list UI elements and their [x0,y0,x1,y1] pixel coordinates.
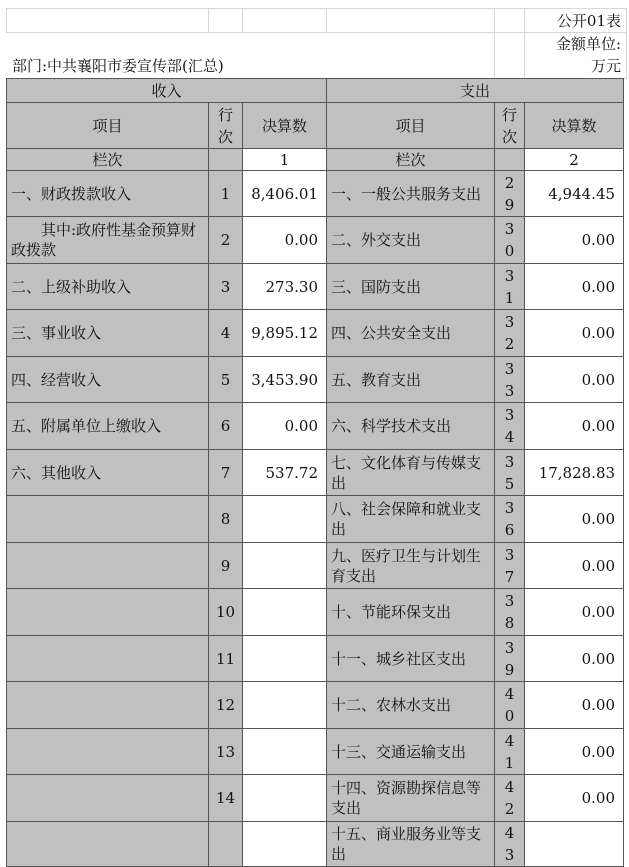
expense-amount-cell: 0.00 [525,403,624,450]
expense-amount-cell: 0.00 [525,589,624,636]
row-number-bottom-digit: 9 [504,660,515,679]
grid-cell [327,33,495,79]
row-number-top-digit: 4 [504,685,515,703]
expense-amount-cell: 0.00 [525,310,624,357]
expense-row-number-cell [495,822,525,867]
row-number-bottom-digit: 1 [504,288,515,307]
row-number-bottom-digit: 2 [504,800,515,818]
expense-row-number-cell [495,775,525,822]
row-number-bottom-digit: 3 [504,381,515,400]
expense-row-number-cell [495,450,525,496]
expense-row-no-header [495,103,525,149]
row-number-top-digit: 4 [504,778,515,796]
expense-item-cell: 十、节能环保支出 [327,589,495,636]
income-item-cell: 二、上级补助收入 [7,264,209,310]
expense-amount-cell: 4,944.45 [525,171,624,217]
expense-row-number-cell [495,403,525,450]
expense-row-number-cell [495,589,525,636]
table-body [7,171,624,867]
expense-item-cell: 三、国防支出 [327,264,495,310]
row-number-bottom-digit: 5 [504,474,515,493]
row-number-cell: 1 [209,171,243,217]
table-row [7,589,624,636]
row-number-cell: 8 [209,496,243,543]
income-amount-cell [243,729,327,775]
table-row [7,682,624,729]
row-number-cell: 4 [209,310,243,357]
row-no-header-top: 行 [217,105,233,124]
table-row [7,822,624,867]
income-amount-cell: 273.30 [243,264,327,310]
income-amount-cell: 537.72 [243,450,327,496]
grid-cell [209,149,243,171]
income-amount-cell [243,496,327,543]
expense-amount-cell: 0.00 [525,729,624,775]
expense-amount-cell: 0.00 [525,496,624,543]
table-row [7,171,624,217]
expense-item-cell: 十一、城乡社区支出 [327,636,495,682]
row-number-cell: 3 [209,264,243,310]
table-row [7,729,624,775]
row-number-top-digit: 3 [504,592,515,610]
group-header-row [7,79,624,103]
row-number-top-digit: 3 [504,313,515,331]
grid-cell [495,149,525,171]
table-row [7,217,624,264]
expense-item-cell: 六、科学技术支出 [327,403,495,450]
expense-item-header: 项目 [327,103,495,149]
department-label: 部门:中共襄阳市委宣传部(汇总) [12,57,224,75]
expense-item-cell: 五、教育支出 [327,357,495,403]
row-number-bottom-digit: 6 [504,521,515,539]
income-item-cell: 其中:政府性基金预算财政拨款 [7,217,209,264]
income-amount-cell: 0.00 [243,217,327,264]
income-item-cell: 一、财政拨款收入 [7,171,209,217]
grid-cell [243,9,327,33]
row-number-bottom-digit: 9 [504,195,515,214]
unit-value: 万元 [590,57,621,75]
income-item-cell [7,589,209,636]
expense-row-number-cell [495,217,525,264]
expense-row-number-cell [495,496,525,543]
expense-row-number-cell [495,682,525,729]
expense-row-number-cell [495,636,525,682]
expense-amount-cell: 0.00 [525,264,624,310]
expense-amount-cell: 0.00 [525,636,624,682]
income-item-cell [7,775,209,822]
table-row [7,450,624,496]
row-number-cell: 11 [209,636,243,682]
row-number-cell: 6 [209,403,243,450]
income-item-cell [7,822,209,867]
row-number-bottom-digit: 1 [504,753,515,772]
row-no-header-top: 行 [502,105,518,124]
column-number-row [7,149,624,171]
table-row [7,403,624,450]
row-number-top-digit: 4 [504,731,515,750]
expense-item-cell: 八、社会保障和就业支出 [327,496,495,543]
expense-item-cell: 四、公共安全支出 [327,310,495,357]
row-number-cell: 14 [209,775,243,822]
income-amount-cell [243,636,327,682]
income-row-no-header [209,103,243,149]
grid-cell [243,33,327,79]
income-amount-cell: 3,453.90 [243,357,327,403]
income-amount-cell [243,589,327,636]
income-amount-cell [243,775,327,822]
table-row [7,775,624,822]
row-number-cell: 9 [209,543,243,589]
expense-item-cell: 十三、交通运输支出 [327,729,495,775]
row-number-cell: 5 [209,357,243,403]
row-number-cell: 10 [209,589,243,636]
expense-item-cell: 九、医疗卫生与计划生育支出 [327,543,495,589]
table-row [7,264,624,310]
row-number-bottom-digit: 0 [504,707,515,725]
row-number-bottom-digit: 0 [504,242,515,260]
expense-lan-ci-label: 栏次 [327,149,495,171]
unit-label: 金额单位: [555,35,621,53]
row-number-top-digit: 3 [504,220,515,238]
expense-column-number: 2 [525,149,624,171]
row-number-cell: 2 [209,217,243,264]
column-header-row [7,103,624,149]
expense-item-cell: 七、文化体育与传媒支出 [327,450,495,496]
expense-item-cell: 一、一般公共服务支出 [327,171,495,217]
row-number-top-digit: 4 [504,824,515,842]
row-number-bottom-digit: 3 [504,846,515,864]
row-no-header-bottom: 次 [217,127,233,146]
expense-amount-cell: 17,828.83 [525,450,624,496]
expense-row-number-cell [495,357,525,403]
income-item-cell [7,729,209,775]
grid-cell [495,9,525,33]
expense-amount-cell [525,822,624,867]
expense-item-cell: 十二、农林水支出 [327,682,495,729]
income-amount-cell [243,543,327,589]
row-number-top-digit: 3 [504,545,515,564]
expense-amount-cell: 0.00 [525,775,624,822]
expense-item-cell: 二、外交支出 [327,217,495,264]
table-row [7,543,624,589]
grid-cell [7,9,209,33]
income-amount-cell: 0.00 [243,403,327,450]
row-number-top-digit: 2 [504,173,515,192]
income-amount-cell: 8,406.01 [243,171,327,217]
expense-row-number-cell [495,310,525,357]
income-item-cell [7,496,209,543]
row-number-cell: 12 [209,682,243,729]
row-number-bottom-digit: 2 [504,335,515,353]
row-number-bottom-digit: 7 [504,567,515,586]
expense-amount-cell: 0.00 [525,682,624,729]
row-no-header-bottom: 次 [502,127,518,146]
income-lan-ci-label: 栏次 [7,149,209,171]
row-number-cell: 13 [209,729,243,775]
expense-amount-header: 决算数 [525,103,624,149]
income-expense-table [6,78,624,867]
income-item-cell: 五、附属单位上缴收入 [7,403,209,450]
expense-amount-cell: 0.00 [525,543,624,589]
income-item-cell [7,636,209,682]
income-column-number: 1 [243,149,327,171]
income-item-cell: 三、事业收入 [7,310,209,357]
income-group-header: 收入 [7,79,327,103]
row-number-cell: 7 [209,450,243,496]
table-row [7,310,624,357]
table-row [7,357,624,403]
expense-row-number-cell [495,171,525,217]
expense-amount-cell: 0.00 [525,357,624,403]
row-number-top-digit: 3 [504,266,515,285]
row-number-top-digit: 3 [504,499,515,517]
income-amount-cell [243,822,327,867]
table-row [7,636,624,682]
income-amount-cell [243,682,327,729]
table-row [7,496,624,543]
income-item-cell: 四、经营收入 [7,357,209,403]
grid-cell [495,33,525,79]
row-number-top-digit: 3 [504,452,515,471]
row-number-bottom-digit: 8 [504,614,515,632]
expense-item-cell: 十四、资源勘探信息等支出 [327,775,495,822]
grid-cell [209,9,243,33]
row-number-bottom-digit: 4 [504,428,515,446]
income-item-header: 项目 [7,103,209,149]
row-number-top-digit: 3 [504,359,515,378]
expense-row-number-cell [495,543,525,589]
income-item-cell [7,543,209,589]
income-amount-cell: 9,895.12 [243,310,327,357]
income-item-cell: 六、其他收入 [7,450,209,496]
row-number-cell [209,822,243,867]
row-number-top-digit: 3 [504,638,515,657]
grid-cell [327,9,495,33]
expense-row-number-cell [495,729,525,775]
expense-amount-cell: 0.00 [525,217,624,264]
expense-row-number-cell [495,264,525,310]
expense-item-cell: 十五、商业服务业等支出 [327,822,495,867]
expense-group-header: 支出 [327,79,624,103]
income-item-cell [7,682,209,729]
row-number-top-digit: 3 [504,406,515,424]
income-amount-header: 决算数 [243,103,327,149]
table-code: 公开01表 [556,12,621,30]
